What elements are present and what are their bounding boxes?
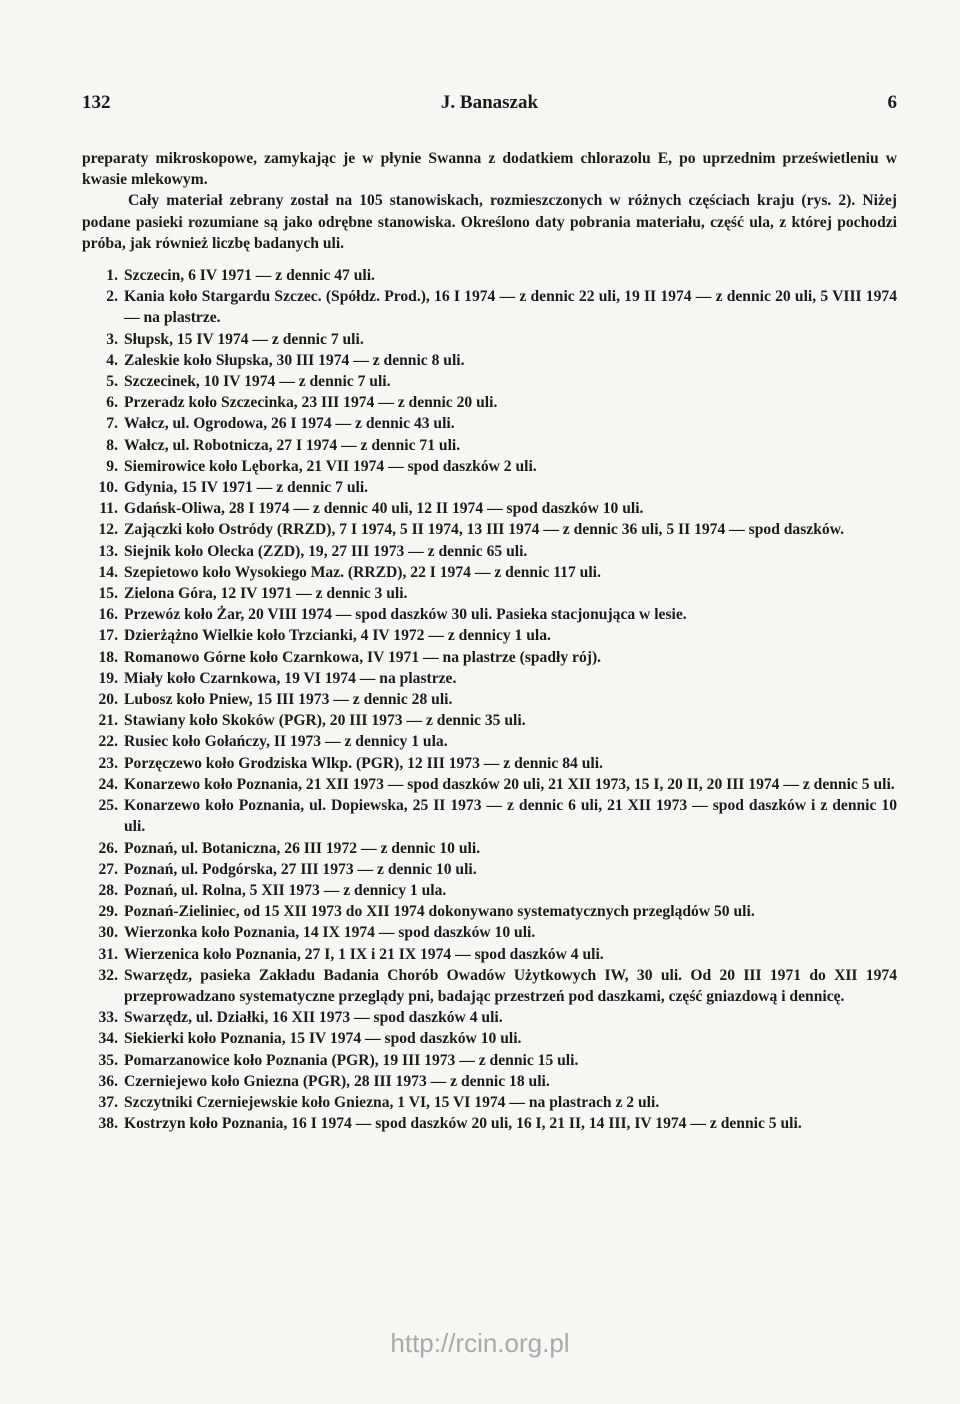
list-item — [82, 583, 897, 604]
list-item — [82, 286, 897, 328]
list-item — [82, 901, 897, 922]
list-item-text: Lubosz koło Pniew, 15 III 1973 — z dennic 28 uli. — [124, 691, 453, 709]
list-item — [82, 1050, 897, 1071]
list-item-text: Szczecinek, 10 IV 1974 — z dennic 7 uli. — [124, 373, 391, 391]
list-item — [82, 731, 897, 752]
list-item-text: Wałcz, ul. Ogrodowa, 26 I 1974 — z dennic 43 uli. — [124, 415, 455, 433]
list-item — [82, 477, 897, 498]
list-item-text: Rusiec koło Gołańczy, II 1973 — z dennicy 1 ula. — [124, 733, 448, 751]
list-item-text: Szczytniki Czerniejewskie koło Gniezna, 1 VI, 15 VI 1974 — na plastrach z 2 uli. — [124, 1093, 660, 1111]
list-item-number: 15. — [98, 585, 118, 603]
list-item — [82, 371, 897, 392]
list-item — [82, 753, 897, 774]
list-item-number: 11. — [99, 500, 118, 518]
list-item — [82, 350, 897, 371]
list-item-text: Zaleskie koło Słupska, 30 III 1974 — z dennic 8 uli. — [124, 351, 465, 369]
list-item-text: Porzęczewo koło Grodziska Wlkp. (PGR), 12 III 1973 — z dennic 84 uli. — [124, 754, 603, 772]
list-item-text: Przeradz koło Szczecinka, 23 III 1974 — z dennic 20 uli. — [124, 394, 498, 412]
list-item-text: Słupsk, 15 IV 1974 — z dennic 7 uli. — [124, 330, 364, 348]
list-item-text: Siekierki koło Poznania, 15 IV 1974 — spod daszków 10 uli. — [124, 1030, 522, 1048]
running-title: J. Banaszak — [440, 92, 539, 113]
list-item-number: 28. — [98, 881, 118, 899]
list-item — [82, 710, 897, 731]
list-item-text: Dzierżążno Wielkie koło Trzcianki, 4 IV 1972 — z dennicy 1 ula. — [124, 627, 551, 645]
list-item-text: Swarzędz, ul. Działki, 16 XII 1973 — spod daszków 4 uli. — [124, 1009, 503, 1027]
list-item-number: 7. — [106, 415, 118, 433]
list-item-text: Konarzewo koło Poznania, ul. Dopiewska, 25 II 1973 — z dennic 6 uli, 21 XII 1973 — spod daszków i z dennic 10 uli. — [124, 797, 897, 836]
running-head — [82, 92, 897, 118]
list-item-text: Zielona Góra, 12 IV 1971 — z dennic 3 uli. — [124, 585, 408, 603]
list-item-number: 21. — [98, 712, 118, 730]
list-item-text: Kania koło Stargardu Szczec. (Spółdz. Prod.), 16 I 1974 — z dennic 22 uli, 19 II 1974 — z dennic 20 uli, 5 VIII 1974 — na plastrze. — [124, 288, 897, 327]
watermark-url[interactable]: http://rcin.org.pl — [390, 1328, 570, 1358]
list-item — [82, 1028, 897, 1049]
list-item-number: 24. — [98, 775, 118, 793]
list-item-number: 4. — [106, 351, 118, 369]
list-item-text: Gdańsk-Oliwa, 28 I 1974 — z dennic 40 uli, 12 II 1974 — spod daszków 10 uli. — [124, 500, 644, 518]
list-item-text: Szepietowo koło Wysokiego Maz. (RRZD), 22 I 1974 — z dennic 117 uli. — [124, 563, 601, 581]
list-item — [82, 1071, 897, 1092]
list-item-number: 22. — [98, 733, 118, 751]
list-item-number: 2. — [106, 288, 118, 306]
list-item-text: Wierzenica koło Poznania, 27 I, 1 IX i 21 IX 1974 — spod daszków 4 uli. — [124, 945, 604, 963]
list-item-number: 9. — [106, 457, 118, 475]
list-item-text: Stawiany koło Skoków (PGR), 20 III 1973 — z dennic 35 uli. — [124, 712, 526, 730]
list-item — [82, 519, 897, 540]
list-item-number: 3. — [106, 330, 118, 348]
section-number: 6 — [887, 92, 897, 113]
list-item-number: 6. — [106, 394, 118, 412]
list-item — [82, 625, 897, 646]
list-item-text: Romanowo Górne koło Czarnkowa, IV 1971 — na plastrze (spadły rój). — [124, 648, 602, 666]
list-item-text: Czerniejewo koło Gniezna (PGR), 28 III 1973 — z dennic 18 uli. — [124, 1072, 550, 1090]
paragraph: Cały materiał zebrany został na 105 stanowiskach, rozmieszczonych w różnych częściach kraju (rys. 2). Niżej podane pasieki rozumiane są jako odrębne stanowiska. Określono daty pobrania materiału, część ula, z której pochodzi próba, jak również liczbę badanych uli. — [82, 192, 897, 252]
list-item — [82, 689, 897, 710]
list-item — [82, 1007, 897, 1028]
list-item-text: Kostrzyn koło Poznania, 16 I 1974 — spod daszków 20 uli, 16 I, 21 II, 14 III, IV 1974 — z dennic 5 uli. — [124, 1115, 802, 1133]
list-item — [82, 1092, 897, 1113]
list-item — [82, 413, 897, 434]
list-item-number: 36. — [98, 1072, 118, 1090]
list-item-number: 12. — [98, 521, 118, 539]
list-item-number: 10. — [98, 479, 118, 497]
list-item-text: Konarzewo koło Poznania, 21 XII 1973 — spod daszków 20 uli, 21 XII 1973, 15 I, 20 II, 20 III 1974 — z dennic 5 uli. — [124, 775, 895, 793]
site-list — [82, 265, 897, 1134]
list-item-number: 23. — [98, 754, 118, 772]
page-body — [82, 148, 897, 1134]
list-item-number: 14. — [98, 563, 118, 581]
list-item — [82, 604, 897, 625]
list-item-text: Miały koło Czarnkowa, 19 VI 1974 — na plastrze. — [124, 669, 457, 687]
list-item — [82, 838, 897, 859]
page-number: 132 — [82, 92, 111, 113]
list-item-number: 1. — [106, 267, 118, 285]
list-item — [82, 541, 897, 562]
list-item-number: 31. — [98, 945, 118, 963]
list-item-number: 25. — [98, 797, 118, 815]
list-item-text: Poznań-Zieliniec, od 15 XII 1973 do XII 1974 dokonywano systematycznych przeglądów 50 uli. — [124, 903, 755, 921]
list-item-text: Siejnik koło Olecka (ZZD), 19, 27 III 1973 — z dennic 65 uli. — [124, 542, 528, 560]
list-item-number: 26. — [98, 839, 118, 857]
list-item-text: Poznań, ul. Rolna, 5 XII 1973 — z dennicy 1 ula. — [124, 881, 447, 899]
list-item-text: Poznań, ul. Podgórska, 27 III 1973 — z dennic 10 uli. — [124, 860, 477, 878]
list-item — [82, 922, 897, 943]
list-item-number: 19. — [98, 669, 118, 687]
list-item — [82, 859, 897, 880]
list-item — [82, 265, 897, 286]
list-item-text: Szczecin, 6 IV 1971 — z dennic 47 uli. — [124, 267, 375, 285]
list-item — [82, 668, 897, 689]
list-item-number: 32. — [98, 966, 118, 984]
list-item-text: Siemirowice koło Lęborka, 21 VII 1974 — spod daszków 2 uli. — [124, 457, 537, 475]
paragraph: preparaty mikroskopowe, zamykając je w płynie Swanna z dodatkiem chlorazolu E, po uprzednim prześwietleniu w kwasie mlekowym. — [82, 150, 897, 189]
list-item-text: Pomarzanowice koło Poznania (PGR), 19 III 1973 — z dennic 15 uli. — [124, 1051, 579, 1069]
list-item — [82, 880, 897, 901]
list-item-text: Wałcz, ul. Robotnicza, 27 I 1974 — z dennic 71 uli. — [124, 436, 461, 454]
list-item — [82, 965, 897, 1007]
list-item — [82, 944, 897, 965]
list-item-number: 27. — [98, 860, 118, 878]
list-item-text: Zajączki koło Ostródy (RRZD), 7 I 1974, 5 II 1974, 13 III 1974 — z dennic 36 uli, 5 II 1974 — spod daszków. — [124, 521, 844, 539]
list-item — [82, 774, 897, 795]
list-item — [82, 456, 897, 477]
list-item-number: 37. — [98, 1093, 118, 1111]
list-item — [82, 1113, 897, 1134]
list-item-number: 38. — [98, 1115, 118, 1133]
list-item — [82, 498, 897, 519]
list-item-text: Wierzonka koło Poznania, 14 IX 1974 — spod daszków 10 uli. — [124, 924, 536, 942]
list-item — [82, 795, 897, 837]
list-item-text: Gdynia, 15 IV 1971 — z dennic 7 uli. — [124, 479, 369, 497]
list-item — [82, 435, 897, 456]
list-item-number: 17. — [98, 627, 118, 645]
list-item-number: 13. — [98, 542, 118, 560]
list-item-number: 8. — [106, 436, 118, 454]
list-item — [82, 647, 897, 668]
list-item-number: 33. — [98, 1009, 118, 1027]
list-item-number: 29. — [98, 903, 118, 921]
list-item-number: 20. — [98, 691, 118, 709]
list-item-number: 5. — [106, 373, 118, 391]
list-item-number: 30. — [98, 924, 118, 942]
list-item-text: Przewóz koło Żar, 20 VIII 1974 — spod daszków 30 uli. Pasieka stacjonująca w lesie. — [124, 606, 687, 624]
list-item-text: Swarzędz, pasieka Zakładu Badania Chorób Owadów Użytkowych IW, 30 uli. Od 20 III 1971 do XII 1974 przeprowadzano systematyczne przeglądy pni, badając przestrzeń pod daszkami, część gniazdową i dennicę. — [124, 966, 897, 1005]
list-item — [82, 329, 897, 350]
list-item-number: 35. — [98, 1051, 118, 1069]
list-item — [82, 562, 897, 583]
list-item-number: 34. — [98, 1030, 118, 1048]
list-item-number: 16. — [98, 606, 118, 624]
list-item-text: Poznań, ul. Botaniczna, 26 III 1972 — z dennic 10 uli. — [124, 839, 481, 857]
list-item-number: 18. — [98, 648, 118, 666]
list-item — [82, 392, 897, 413]
